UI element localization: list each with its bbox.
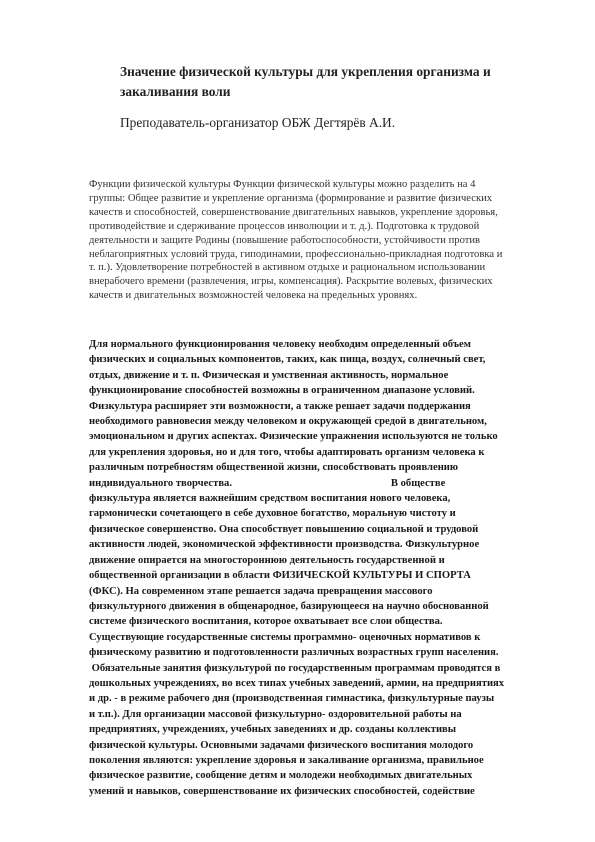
text-line: функционирование способностей возможны в ограниченном диапазоне условий. — [89, 385, 475, 397]
document-title — [120, 62, 520, 102]
paragraph-main — [89, 337, 522, 799]
text-line: Существующие государственные системы программно- оценочных нормативов к — [89, 631, 481, 643]
text-line: отдых, движение и т. п. Физическая и умственная активность, нормальное — [89, 369, 449, 381]
author-line: Преподаватель-организатор ОБЖ Дегтярёв А.И. — [120, 115, 396, 130]
text-line: Физкультура расширяет эти возможности, а также решает задачи поддержания — [89, 400, 471, 412]
text-line: Обязательные занятия физкультурой по государственным программам проводятся в — [89, 662, 501, 674]
text-line: физкультура является важнейшим средством воспитания нового человека, — [89, 493, 451, 505]
text-line: и т.п.). Для организации массовой физкультурно- оздоровительной работы на — [89, 708, 462, 720]
text-line: физическому развитию и подготовленности различных возрастных групп населения. — [89, 647, 499, 659]
text-line: эмоциональном и других аспектах. Физические упражнения используются не только — [89, 431, 498, 443]
text-line: активности людей, экономической эффективности производства. Физкультурное — [89, 539, 480, 551]
text-line: различным потребностям общественной жизни, способствовать проявлению — [89, 462, 458, 474]
title-line: закаливания воли — [120, 84, 231, 99]
text-line: умений и навыков, совершенствование их физических способностей, содействие — [89, 785, 475, 797]
text-line: и др. - в режиме рабочего дня (производственная гимнастика, физкультурные паузы — [89, 693, 495, 705]
title-line: Значение физической культуры для укрепления организма и — [120, 64, 491, 79]
text-line: системе физического воспитания, которое охватывает все слои общества. — [89, 616, 443, 628]
text-line: физических и социальных компонентов, таких, как пища, воздух, солнечный свет, — [89, 354, 486, 366]
text-line: движение опирается на многостороннюю деятельность государственной и — [89, 554, 445, 566]
text-line: физическое совершенство. Она способствует повышению социальной и трудовой — [89, 523, 479, 535]
text-line: для укрепления здоровья, но и для того, чтобы адаптировать организм человека к — [89, 446, 485, 458]
text-line: физической культуры. Основными задачами физического воспитания молодого — [89, 739, 474, 751]
text-line: качеств и способностей, совершенствование двигательных навыков, укрепление здоровья, — [89, 206, 498, 218]
paragraph-functions — [89, 178, 526, 303]
text-line: необходимого равновесия между человеком и окружающей средой в двигательном, — [89, 416, 487, 428]
text-line: дошкольных учреждениях, во всех типах учебных заведений, армии, на предприятиях — [89, 677, 505, 689]
text-line: индивидуального творчества. В обществе — [89, 477, 446, 489]
text-line: предприятиях, учреждениях, учебных заведениях и др. созданы коллективы — [89, 724, 457, 736]
text-line: гармонически сочетающего в себе духовное богатство, моральную чистоту и — [89, 508, 456, 520]
text-line: внерабочего времени (развлечения, игры, компенсация). Раскрытие волевых, физических — [89, 276, 493, 288]
text-line: неблагоприятных условий труда, гиподинамии, профессионально-прикладная подготовка и — [89, 248, 503, 260]
text-line: деятельности и защите Родины (повышение работоспособности, устойчивости против — [89, 234, 481, 246]
text-line: поколения являются: укрепление здоровья и закаливание организма, правильное — [89, 754, 484, 766]
text-line: группы: Общее развитие и укрепление организма (формирование и развитие физических — [89, 192, 493, 204]
text-line: т. п.). Удовлетворение потребностей в активном отдыхе и рациональном использовании — [89, 262, 486, 274]
text-line: противодействие и сдерживание процессов инволюции и т. д.). Подготовка к трудовой — [89, 220, 480, 232]
text-line: физическое развитие, сообщение детям и молодежи необходимых двигательных — [89, 770, 473, 782]
text-line: общественной организации в области ФИЗИЧЕСКОЙ КУЛЬТУРЫ И СПОРТА — [89, 570, 471, 582]
text-line: качеств и двигательных возможностей человека на предельных уровнях. — [89, 290, 418, 302]
text-line: физкультурного движения в общенародное, базирующееся на научно обоснованной — [89, 600, 489, 612]
text-line: (ФКС). На современном этапе решается задача превращения массового — [89, 585, 433, 597]
text-line: Функции физической культуры Функции физической культуры можно разделить на 4 — [89, 179, 476, 190]
text-line: Для нормального функционирования человеку необходим определенный объем — [89, 339, 471, 350]
